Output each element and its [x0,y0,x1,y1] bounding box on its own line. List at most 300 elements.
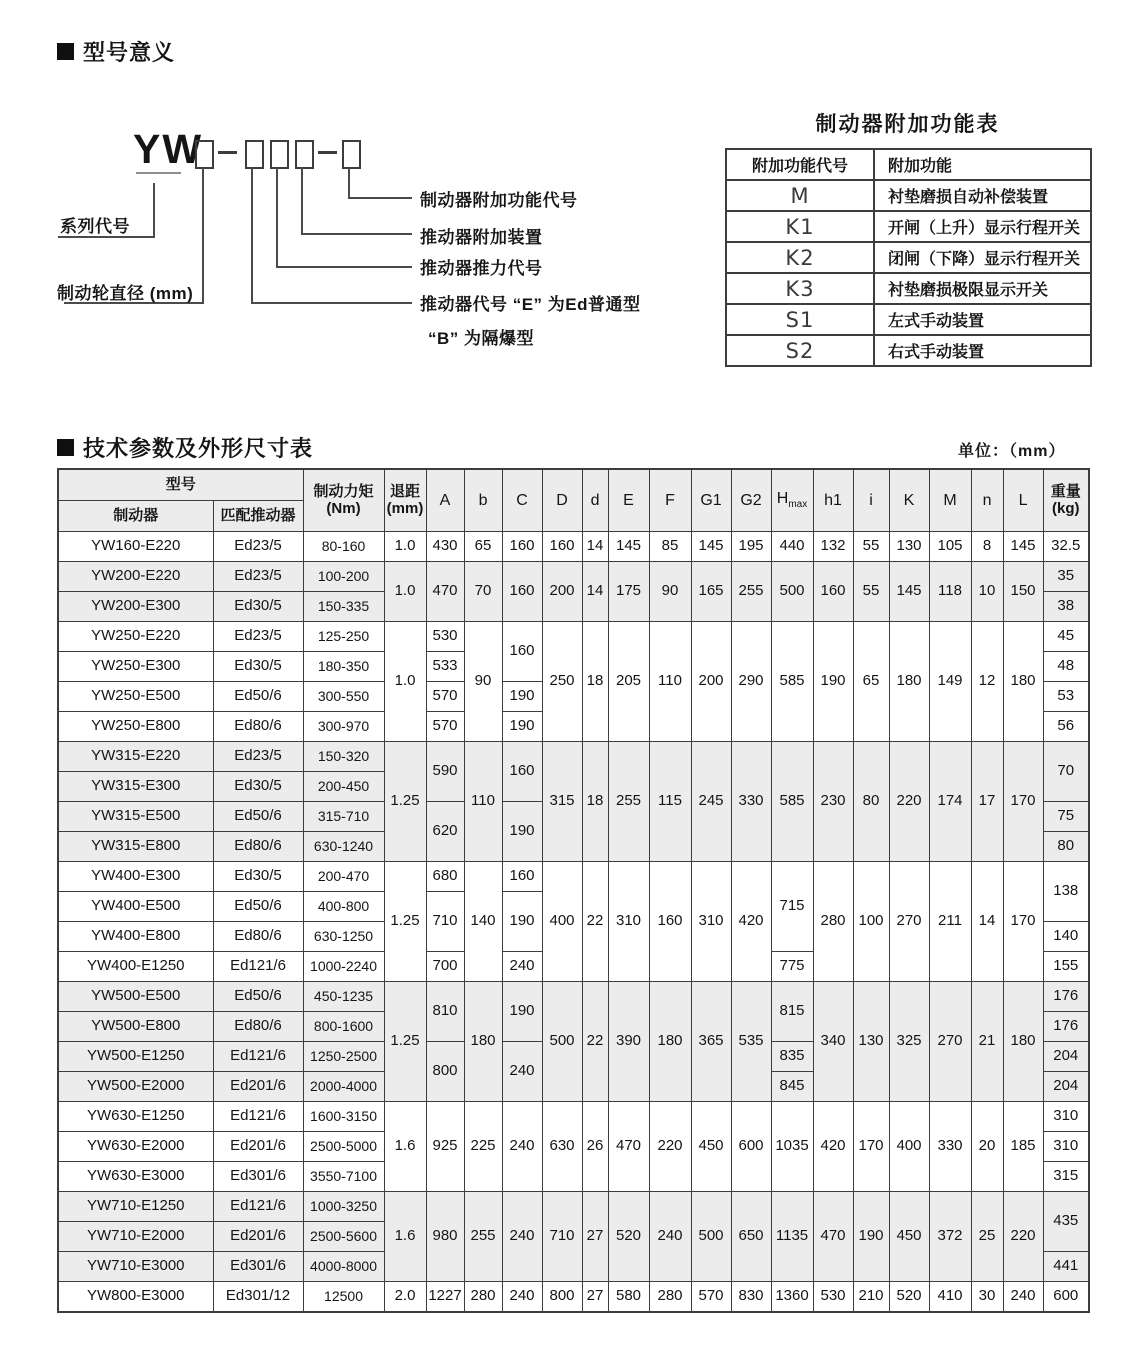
spec-cell: 140 [464,862,502,982]
spec-cell: 315-710 [303,802,384,832]
spec-cell: 450-1235 [303,982,384,1012]
spec-cell: 470 [426,562,464,622]
spec-cell: 1.0 [384,622,426,742]
spec-cell: 140 [1043,922,1089,952]
spec-cell: 176 [1043,1012,1089,1042]
spec-cell: 1600-3150 [303,1102,384,1132]
spec-cell: 240 [502,1282,542,1313]
spec-cell: 70 [1043,742,1089,802]
spec-cell: 830 [731,1282,771,1313]
spec-cell: 590 [426,742,464,802]
spec-cell: 300-550 [303,682,384,712]
spec-cell: 12 [971,622,1003,742]
spec-cell: YW250-E300 [58,652,213,682]
spec-cell: 585 [771,742,813,862]
table-row [726,335,1091,366]
spec-cell: 115 [649,742,691,862]
spec-cell: 430 [426,532,464,562]
spec-cell: 125-250 [303,622,384,652]
spec-cell: YW400-E300 [58,862,213,892]
spec-cell: 441 [1043,1252,1089,1282]
spec-cell: 174 [929,742,971,862]
spec-cell: 245 [691,742,731,862]
spec-cell: 680 [426,862,464,892]
spec-cell: 12500 [303,1282,384,1313]
spec-cell: 600 [731,1102,771,1192]
spec-header-cell: 退距 (mm) [384,469,426,532]
spec-cell: 580 [608,1282,649,1313]
spec-cell: Ed50/6 [213,982,303,1012]
spec-cell: 315 [1043,1162,1089,1192]
spec-cell: 204 [1043,1072,1089,1102]
spec-cell: YW800-E3000 [58,1282,213,1313]
spec-cell: 150-335 [303,592,384,622]
spec-cell: YW630-E2000 [58,1132,213,1162]
table-row [58,532,1089,562]
spec-cell: YW500-E500 [58,982,213,1012]
table-row [58,1102,1089,1132]
spec-cell: 18 [582,622,608,742]
spec-cell: 170 [1003,742,1043,862]
spec-cell: 14 [582,532,608,562]
table-row [58,622,1089,652]
spec-cell: 630-1250 [303,922,384,952]
spec-cell: 570 [426,682,464,712]
spec-cell: 180 [1003,982,1043,1102]
spec-cell: 600 [1043,1282,1089,1313]
function-table-cell: S2 [726,335,874,366]
spec-cell: 1135 [771,1192,813,1282]
spec-cell: 255 [608,742,649,862]
table-row [726,149,1091,180]
spec-header-cell: G2 [731,469,771,532]
section-title-text: 技术参数及外形尺寸表 [83,436,314,461]
spec-cell: 17 [971,742,1003,862]
spec-cell: 715 [771,862,813,952]
spec-header-cell: 制动器 [58,501,213,532]
spec-cell: YW400-E800 [58,922,213,952]
spec-cell: 22 [582,982,608,1102]
spec-header-cell: M [929,469,971,532]
table-row [58,1282,1089,1313]
spec-cell: Ed121/6 [213,1102,303,1132]
spec-cell: 1.6 [384,1102,426,1192]
diagram-label-wheel-diameter: 制动轮直径 (mm) [57,284,194,303]
table-row [58,1192,1089,1222]
spec-header-cell: E [608,469,649,532]
spec-cell: 80-160 [303,532,384,562]
spec-cell: 620 [426,802,464,862]
spec-cell: YW250-E500 [58,682,213,712]
diagram-label-thruster-code-line1: 推动器代号 “E” 为Ed普通型 [420,295,641,314]
spec-cell: YW710-E2000 [58,1222,213,1252]
function-table-cell: 右式手动装置 [874,335,1091,366]
spec-cell: 420 [731,862,771,982]
spec-cell: 270 [929,982,971,1102]
spec-cell: 180 [889,622,929,742]
spec-cell: 195 [731,532,771,562]
spec-header-cell: G1 [691,469,731,532]
spec-cell: 1250-2500 [303,1042,384,1072]
spec-cell: 240 [502,1042,542,1102]
spec-cell: YW315-E300 [58,772,213,802]
spec-cell: 230 [813,742,853,862]
spec-cell: 110 [464,742,502,862]
spec-cell: 310 [691,862,731,982]
section-bullet-icon [57,439,74,456]
function-table-cell: K2 [726,242,874,273]
spec-cell: Ed121/6 [213,1192,303,1222]
spec-cell: YW500-E1250 [58,1042,213,1072]
spec-cell: 570 [691,1282,731,1313]
spec-cell: 80 [1043,832,1089,862]
spec-header-cell: K [889,469,929,532]
diagram-label-thruster-attachment: 推动器附加装置 [420,228,543,247]
spec-cell: 45 [1043,622,1089,652]
model-dash [218,151,237,154]
function-table-cell: S1 [726,304,874,335]
spec-cell: 310 [1043,1102,1089,1132]
spec-cell: 160 [502,622,542,682]
spec-cell: YW315-E800 [58,832,213,862]
spec-cell: 255 [464,1192,502,1282]
spec-cell: 185 [1003,1102,1043,1192]
spec-cell: 1.0 [384,562,426,622]
leader-line [301,233,412,235]
spec-cell: 240 [502,1102,542,1192]
spec-cell: Ed80/6 [213,712,303,742]
spec-cell: 160 [502,532,542,562]
spec-header-cell: n [971,469,1003,532]
spec-cell: 290 [731,622,771,742]
spec-cell: 585 [771,622,813,742]
spec-cell: 650 [731,1192,771,1282]
diagram-label-thruster-force: 推动器推力代号 [420,259,543,278]
table-row [726,242,1091,273]
spec-cell: 2500-5600 [303,1222,384,1252]
spec-cell: 25 [971,1192,1003,1282]
function-table [725,148,1092,367]
spec-cell: Ed23/5 [213,532,303,562]
spec-cell: YW500-E800 [58,1012,213,1042]
spec-cell: YW710-E3000 [58,1252,213,1282]
spec-cell: YW630-E1250 [58,1102,213,1132]
spec-cell: 240 [502,1192,542,1282]
spec-cell: 710 [542,1192,582,1282]
spec-cell: YW200-E220 [58,562,213,592]
spec-cell: 170 [853,1102,889,1192]
diagram-prefix: YW [133,126,204,172]
spec-header-cell: C [502,469,542,532]
spec-cell: 160 [813,562,853,622]
spec-cell: 130 [889,532,929,562]
spec-cell: YW500-E2000 [58,1072,213,1102]
spec-cell: 27 [582,1192,608,1282]
spec-cell: 400 [889,1102,929,1192]
spec-cell: 330 [929,1102,971,1192]
spec-cell: Ed121/6 [213,952,303,982]
spec-cell: 4000-8000 [303,1252,384,1282]
spec-cell: 145 [691,532,731,562]
spec-cell: 130 [853,982,889,1102]
function-table-cell: K1 [726,211,874,242]
spec-cell: 250 [542,622,582,742]
spec-cell: 810 [426,982,464,1042]
table-row [726,211,1091,242]
spec-cell: 190 [813,622,853,742]
spec-cell: 145 [1003,532,1043,562]
spec-cell: 520 [608,1192,649,1282]
table-row [58,469,1089,501]
spec-cell: 500 [691,1192,731,1282]
spec-cell: 420 [813,1102,853,1192]
spec-cell: Ed80/6 [213,1012,303,1042]
spec-cell: YW630-E3000 [58,1162,213,1192]
model-digit-box [342,140,361,169]
spec-cell: 325 [889,982,929,1102]
model-code-diagram [0,0,720,370]
spec-cell: 180 [1003,622,1043,742]
table-row [726,180,1091,211]
spec-cell: Ed50/6 [213,802,303,832]
spec-cell: 240 [502,952,542,982]
table-row [58,742,1089,772]
spec-cell: Ed50/6 [213,892,303,922]
spec-cell: 85 [649,532,691,562]
spec-cell: 815 [771,982,813,1042]
spec-cell: 10 [971,562,1003,622]
leader-line [348,167,350,198]
function-table-cell: M [726,180,874,211]
spec-cell: 220 [1003,1192,1043,1282]
spec-header-cell: h1 [813,469,853,532]
function-table-cell: K3 [726,273,874,304]
spec-cell: 56 [1043,712,1089,742]
spec-cell: 570 [426,712,464,742]
spec-header-cell: F [649,469,691,532]
spec-cell: YW160-E220 [58,532,213,562]
spec-cell: 1.25 [384,982,426,1102]
leader-line [153,183,155,237]
spec-cell: 204 [1043,1042,1089,1072]
spec-cell: 190 [502,982,542,1042]
spec-cell: 176 [1043,982,1089,1012]
spec-header-cell: 型号 [58,469,303,501]
spec-cell: 170 [1003,862,1043,982]
spec-cell: 520 [889,1282,929,1313]
spec-cell: Ed121/6 [213,1042,303,1072]
spec-cell: 211 [929,862,971,982]
spec-cell: YW250-E220 [58,622,213,652]
spec-cell: 18 [582,742,608,862]
table-row [58,862,1089,892]
spec-cell: YW315-E500 [58,802,213,832]
spec-header-cell: 制动力矩 (Nm) [303,469,384,532]
spec-cell: 330 [731,742,771,862]
spec-cell: Ed50/6 [213,682,303,712]
spec-cell: 90 [649,562,691,622]
section-title-text: 型号意义 [83,40,176,65]
spec-cell: 75 [1043,802,1089,832]
spec-cell: 400 [542,862,582,982]
diagram-prefix-underline [136,172,181,174]
spec-cell: 30 [971,1282,1003,1313]
spec-header-cell: 匹配推动器 [213,501,303,532]
spec-cell: 845 [771,1072,813,1102]
spec-cell: 80 [853,742,889,862]
spec-header-cell: L [1003,469,1043,532]
spec-cell: Ed30/5 [213,592,303,622]
model-digit-box [270,140,289,169]
spec-cell: 160 [542,532,582,562]
spec-cell: 365 [691,982,731,1102]
spec-cell: 1227 [426,1282,464,1313]
spec-cell: 48 [1043,652,1089,682]
spec-cell: 2.0 [384,1282,426,1313]
spec-cell: 53 [1043,682,1089,712]
spec-cell: 150-320 [303,742,384,772]
spec-cell: 190 [853,1192,889,1282]
spec-header-cell: A [426,469,464,532]
function-table-cell: 衬垫磨损极限显示开关 [874,273,1091,304]
spec-cell: 132 [813,532,853,562]
spec-cell: 800-1600 [303,1012,384,1042]
spec-cell: 100-200 [303,562,384,592]
spec-cell: Ed23/5 [213,622,303,652]
spec-cell: 190 [502,712,542,742]
spec-cell: 55 [853,562,889,622]
table-row [726,304,1091,335]
spec-cell: Ed301/6 [213,1252,303,1282]
spec-cell: 180 [464,982,502,1102]
spec-cell: 175 [608,562,649,622]
spec-cell: 14 [971,862,1003,982]
spec-cell: 180-350 [303,652,384,682]
spec-cell: 372 [929,1192,971,1282]
table-row [726,273,1091,304]
model-digit-box [295,140,314,169]
spec-header-cell: $H_{max}$ [771,469,813,532]
table-row [58,982,1089,1012]
spec-cell: 155 [1043,952,1089,982]
spec-cell: 925 [426,1102,464,1192]
spec-cell: 14 [582,562,608,622]
leader-line [348,197,412,199]
spec-cell: 200 [691,622,731,742]
spec-cell: 255 [731,562,771,622]
spec-cell: 270 [889,862,929,982]
spec-cell: 220 [649,1102,691,1192]
spec-cell: 800 [542,1282,582,1313]
spec-cell: 145 [608,532,649,562]
spec-cell: 470 [608,1102,649,1192]
spec-cell: 1360 [771,1282,813,1313]
spec-cell: 105 [929,532,971,562]
spec-cell: 530 [813,1282,853,1313]
diagram-label-func-code: 制动器附加功能代号 [420,191,578,210]
spec-cell: Ed23/5 [213,562,303,592]
spec-cell: Ed301/12 [213,1282,303,1313]
spec-cell: 240 [649,1192,691,1282]
spec-cell: 160 [649,862,691,982]
spec-header-cell: 重量 (kg) [1043,469,1089,532]
spec-cell: 315 [542,742,582,862]
spec-cell: 3550-7100 [303,1162,384,1192]
leader-line [276,266,412,268]
spec-header-cell: D [542,469,582,532]
spec-cell: 210 [853,1282,889,1313]
function-table-cell: 附加功能代号 [726,149,874,180]
spec-cell: 1.25 [384,742,426,862]
spec-cell: 190 [502,892,542,952]
spec-cell: 710 [426,892,464,952]
spec-cell: 21 [971,982,1003,1102]
spec-cell: 533 [426,652,464,682]
spec-cell: 630 [542,1102,582,1192]
spec-cell: 390 [608,982,649,1102]
spec-cell: YW400-E1250 [58,952,213,982]
spec-cell: 20 [971,1102,1003,1192]
spec-table [57,468,1090,1313]
spec-cell: 1000-3250 [303,1192,384,1222]
spec-cell: 1.6 [384,1192,426,1282]
spec-cell: 530 [426,622,464,652]
leader-line [251,302,412,304]
spec-cell: YW710-E1250 [58,1192,213,1222]
spec-cell: Ed80/6 [213,922,303,952]
spec-cell: 500 [771,562,813,622]
spec-cell: 410 [929,1282,971,1313]
function-table-cell: 附加功能 [874,149,1091,180]
spec-cell: 310 [1043,1132,1089,1162]
leader-line [301,167,303,234]
spec-cell: 65 [464,532,502,562]
spec-cell: 450 [889,1192,929,1282]
spec-cell: 26 [582,1102,608,1192]
spec-cell: 470 [813,1192,853,1282]
spec-cell: 2000-4000 [303,1072,384,1102]
spec-cell: 340 [813,982,853,1102]
spec-cell: 145 [889,562,929,622]
model-dash [318,151,337,154]
spec-cell: 165 [691,562,731,622]
model-digit-box [245,140,264,169]
spec-cell: 90 [464,622,502,742]
spec-cell: 1035 [771,1102,813,1192]
unit-label: 单位：（mm） [958,443,1066,460]
spec-cell: 200-450 [303,772,384,802]
spec-cell: 205 [608,622,649,742]
spec-cell: Ed30/5 [213,772,303,802]
spec-cell: 435 [1043,1192,1089,1252]
spec-cell: 800 [426,1042,464,1102]
diagram-label-series: 系列代号 [60,217,130,236]
spec-cell: 22 [582,862,608,982]
diagram-label-thruster-code-line2: “B” 为隔爆型 [428,329,534,348]
spec-cell: 280 [813,862,853,982]
spec-cell: 630-1240 [303,832,384,862]
spec-cell: 55 [853,532,889,562]
spec-cell: YW400-E500 [58,892,213,922]
spec-cell: 38 [1043,592,1089,622]
spec-header-cell: b [464,469,502,532]
spec-cell: 110 [649,622,691,742]
spec-cell: 160 [502,562,542,622]
spec-cell: 200-470 [303,862,384,892]
spec-cell: 535 [731,982,771,1102]
spec-cell: Ed80/6 [213,832,303,862]
spec-cell: 8 [971,532,1003,562]
